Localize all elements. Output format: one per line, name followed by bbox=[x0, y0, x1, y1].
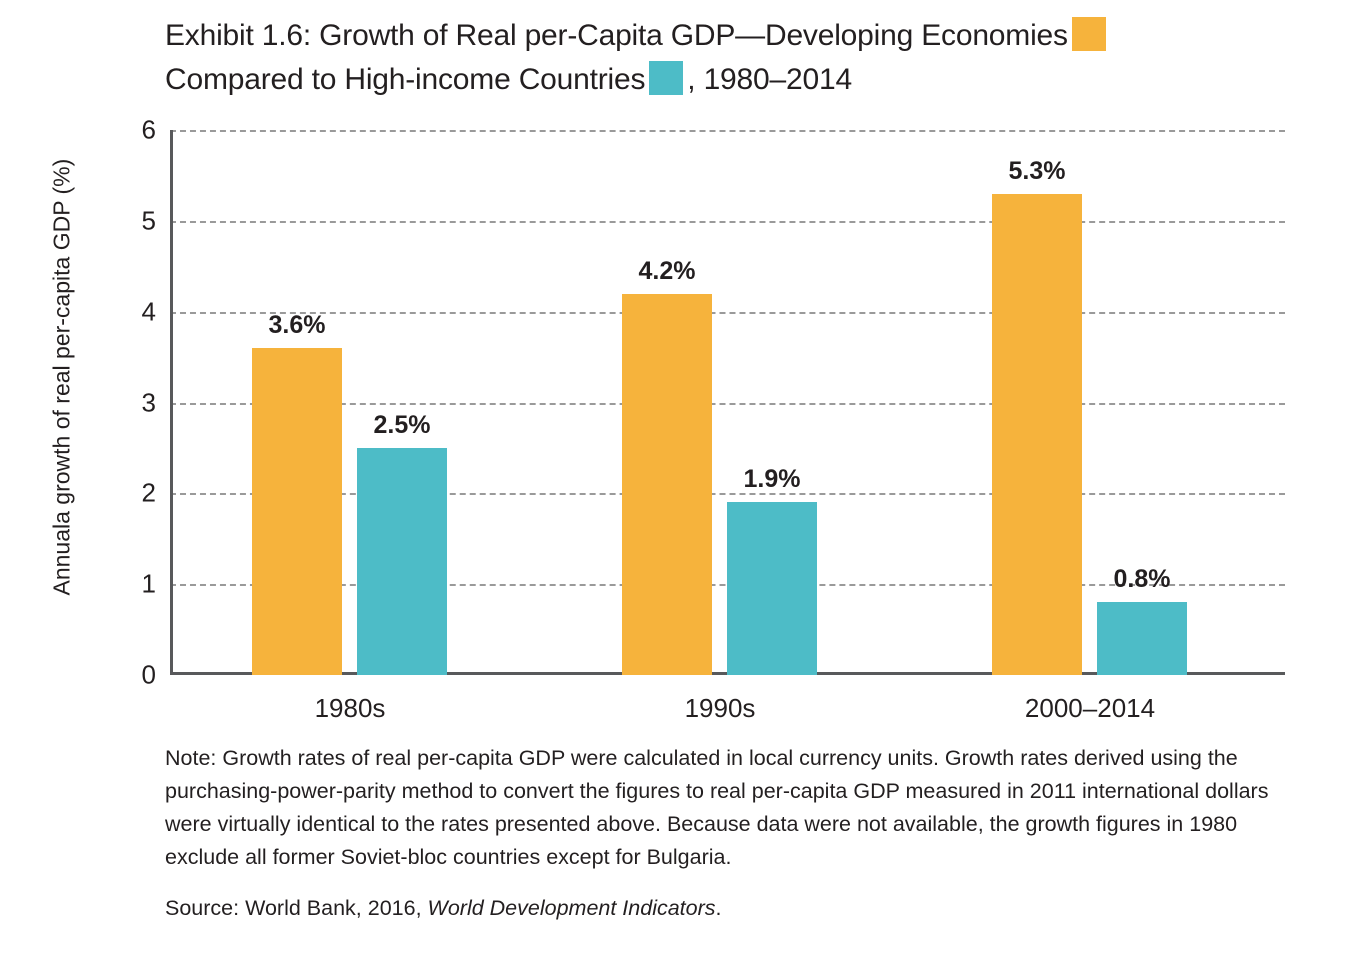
bar-developing-1980s bbox=[252, 311, 342, 675]
bar-label-high-income-2000-2014: 0.8% bbox=[1113, 565, 1171, 594]
gridline-6 bbox=[170, 130, 1285, 132]
chart-container bbox=[0, 110, 1354, 730]
plot-area bbox=[141, 114, 1285, 723]
y-axis-label: Annuala growth of real per-capita GDP (%) bbox=[48, 158, 75, 596]
note-paragraph: Note: Growth rates of real per-capita GDP were calculated in local currency units. Growth rates derived using the purchasing-power-parity method to convert the figures to real per-capita GDP measured in 2011 international dollars were virtually identical to the rates presented above. Because data were not available, the growth figures in 1980 exclude all former Soviet-bloc countries except for Bulgaria. bbox=[165, 746, 1269, 869]
bar-label-high-income-1980s: 2.5% bbox=[373, 410, 431, 439]
bar-high-income-2000-2014 bbox=[1097, 565, 1187, 675]
legend-swatch-high-income bbox=[649, 61, 683, 95]
bar-high-income-1980s bbox=[357, 410, 447, 675]
title-text-part-2: Compared to High-income Countries bbox=[165, 63, 646, 96]
source-paragraph bbox=[165, 892, 1285, 925]
title-text-part-3: , 1980–2014 bbox=[687, 63, 852, 96]
bar-label-high-income-1990s: 1.9% bbox=[743, 465, 801, 494]
title-line-2 bbox=[165, 58, 1265, 102]
y-tick-1: 1 bbox=[141, 568, 156, 599]
y-axis-line bbox=[170, 130, 173, 675]
bar-label-developing-1990s: 4.2% bbox=[638, 256, 696, 285]
title-text-part-1: Exhibit 1.6: Growth of Real per-Capita GDP—Developing Economies bbox=[165, 19, 1068, 52]
chart-title bbox=[165, 14, 1265, 102]
bar-label-developing-2000-2014: 5.3% bbox=[1008, 156, 1066, 185]
bar-developing-1990s bbox=[622, 256, 712, 676]
source-suffix: . bbox=[715, 896, 722, 920]
x-tick-1990s: 1990s bbox=[684, 693, 756, 723]
x-tick-2000-2014: 2000–2014 bbox=[1024, 693, 1156, 723]
source-publication: World Development Indicators bbox=[427, 896, 716, 920]
gridline-4 bbox=[170, 312, 1285, 314]
gridline-5 bbox=[170, 221, 1285, 223]
y-tick-6: 6 bbox=[141, 114, 156, 145]
y-tick-3: 3 bbox=[141, 387, 156, 417]
y-tick-2: 2 bbox=[141, 477, 156, 508]
source-prefix: Source: World Bank, 2016, bbox=[165, 896, 428, 920]
bar-label-developing-1980s: 3.6% bbox=[268, 311, 326, 339]
y-tick-4: 4 bbox=[141, 296, 156, 327]
bar-high-income-1990s bbox=[727, 465, 817, 675]
legend-swatch-developing bbox=[1072, 17, 1106, 51]
title-line-1 bbox=[165, 14, 1265, 58]
notes-block bbox=[165, 742, 1285, 925]
y-tick-5: 5 bbox=[141, 205, 156, 236]
y-tick-0: 0 bbox=[141, 659, 156, 690]
x-tick-1980s: 1980s bbox=[314, 693, 386, 723]
bar-developing-2000-2014 bbox=[992, 156, 1082, 675]
